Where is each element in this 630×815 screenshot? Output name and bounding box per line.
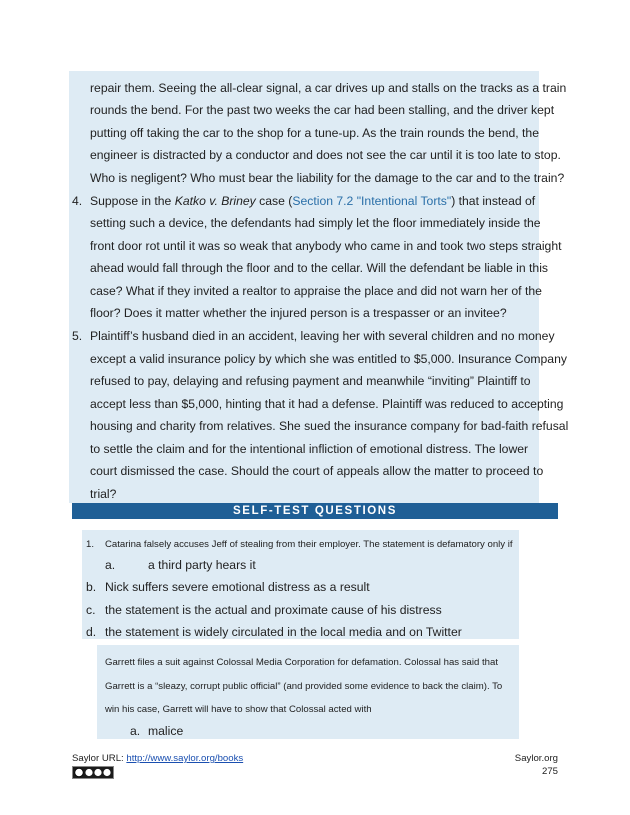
- self-test-heading: SELF-TEST QUESTIONS: [72, 503, 558, 519]
- option-text: the statement is widely circulated in the local media and on Twitter: [105, 625, 462, 639]
- exercise-text-line: Plaintiff’s husband died in an accident, leaving her with several children and no money: [90, 329, 555, 343]
- footer-url-label: Saylor URL:: [72, 753, 127, 764]
- question-number: 1.: [86, 539, 95, 550]
- exercise-text-line: Who is negligent? Who must bear the liability for the damage to the car and to the train?: [90, 171, 565, 185]
- option-letter: a.: [105, 558, 116, 572]
- exercise-text-line: floor? Does it matter whether the injured person is a trespasser or an invitee?: [90, 306, 507, 320]
- exercise-text-line: ahead would fall through the floor and to the cellar. Will the defendant be liable in this: [90, 261, 549, 275]
- exercise-text-line: refused to pay, delaying and refusing payment and meanwhile “inviting” Plaintiff to: [90, 374, 531, 388]
- exercise-4-text: Suppose in the: [90, 194, 175, 208]
- question-1-text: Catarina falsely accuses Jeff of stealing from their employer. The statement is defamatory only if: [105, 539, 513, 550]
- saylor-books-link[interactable]: http://www.saylor.org/books: [126, 753, 244, 764]
- exercise-number: 5.: [72, 329, 83, 343]
- exercise-4-first-line: [90, 194, 535, 208]
- exercise-text-line: case? What if they invited a realtor to appraise the place and did not warn her of the: [90, 284, 542, 298]
- exercise-text-line: court dismissed the case. Should the court of appeals allow the matter to proceed to: [90, 464, 544, 478]
- creative-commons-badge-icon: [72, 766, 114, 779]
- exercise-text-line: engineer is distracted by a conductor and does not see the car until it is too late to stop.: [90, 148, 561, 162]
- exercise-text-line: trial?: [90, 487, 117, 501]
- page-number: 275: [541, 766, 558, 777]
- exercise-text-line: accept less than $5,000, hinting that it had a defense. Plaintiff was reduced to accepting: [90, 397, 564, 411]
- option-text: the statement is the actual and proximate cause of his distress: [105, 603, 442, 617]
- exercise-text-line: housing and charity from relatives. She sued the insurance company for bad-faith refusal: [90, 419, 569, 433]
- exercise-text-line: putting off taking the car to the shop for a tune-up. As the train rounds the bend, the: [90, 126, 539, 140]
- option-letter: d.: [86, 625, 97, 639]
- exercise-number: 4.: [72, 194, 83, 208]
- exercise-text-line: front door rot until it was so weak that anybody who came in and took two steps straight: [90, 239, 562, 253]
- exercise-text-line: repair them. Seeing the all-clear signal, a car drives up and stalls on the tracks as a train: [90, 81, 567, 95]
- footer-site: Saylor.org: [514, 753, 558, 764]
- question-2-text-line: Garrett files a suit against Colossal Media Corporation for defamation. Colossal has said that: [105, 657, 499, 668]
- exercise-4-text: ) that instead of: [451, 194, 536, 208]
- option-text: malice: [148, 724, 184, 738]
- option-text: a third party hears it: [148, 558, 256, 572]
- exercise-text-line: rounds the bend. For the past two weeks the car had been stalling, and the driver kept: [90, 103, 555, 117]
- exercise-text-line: setting such a device, the defendants had simply let the floor immediately inside the: [90, 216, 541, 230]
- exercise-4-text: case (: [255, 194, 293, 208]
- footer-url: [72, 753, 243, 765]
- exercise-text-line: except a valid insurance policy by which she was entitled to $5,000. Insurance Company: [90, 352, 567, 366]
- option-letter: a.: [130, 724, 141, 738]
- section-link[interactable]: Section 7.2 "Intentional Torts": [292, 194, 452, 208]
- option-text: Nick suffers severe emotional distress as a result: [105, 580, 370, 594]
- option-letter: b.: [86, 580, 97, 594]
- question-2-text-line: Garrett is a “sleazy, corrupt public official” (and provided some evidence to back the claim). To: [105, 681, 503, 692]
- option-letter: c.: [86, 603, 96, 617]
- question-2-text-line: win his case, Garrett will have to show that Colossal acted with: [105, 704, 372, 715]
- exercise-text-line: to settle the claim and for the intentional infliction of emotional distress. The lower: [90, 442, 529, 456]
- case-name: Katko v. Briney: [174, 194, 256, 208]
